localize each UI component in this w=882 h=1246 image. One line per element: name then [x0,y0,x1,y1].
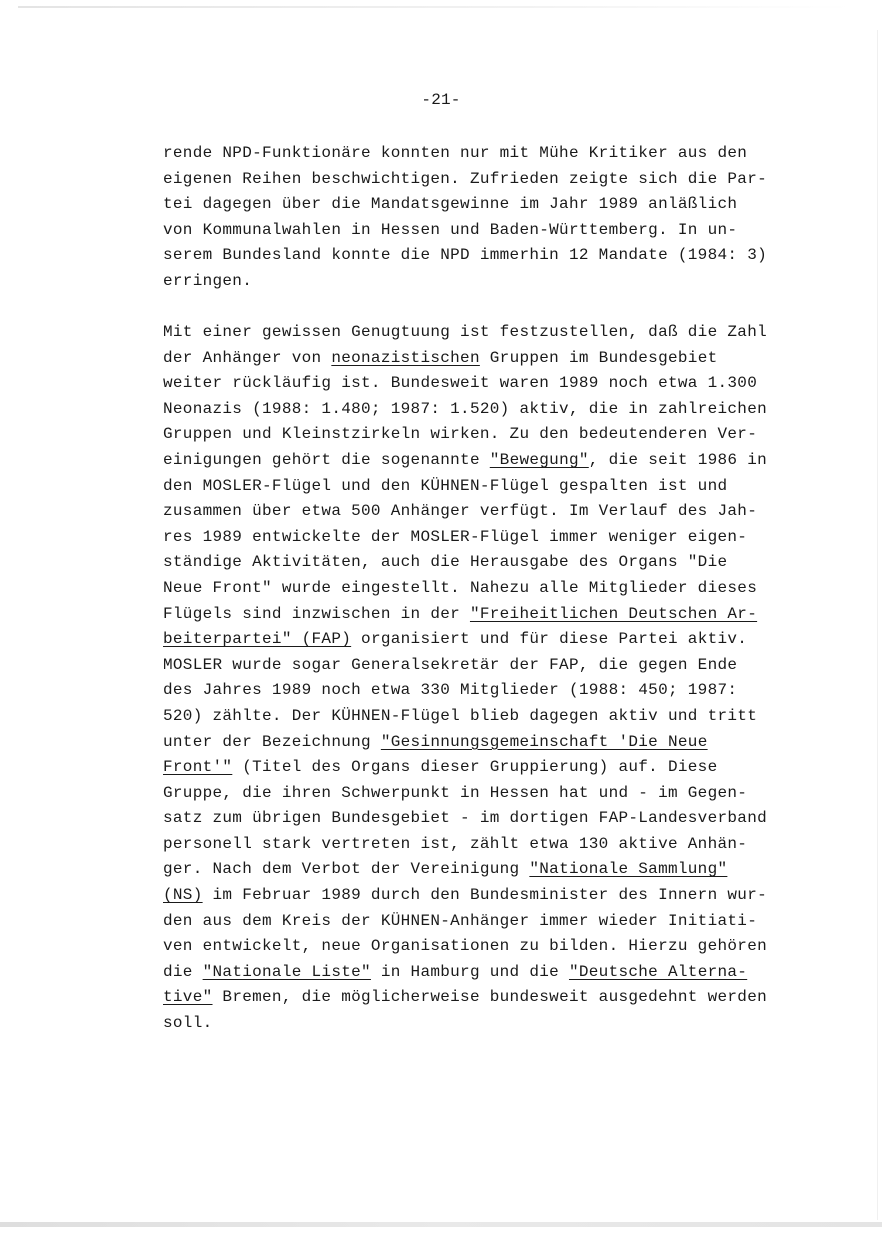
underlined-term: tive" [163,988,213,1007]
underlined-term: "Bewegung" [489,450,589,469]
text-line [163,832,823,858]
text-line [163,883,823,909]
text-run: der Anhänger von [163,348,332,367]
scan-edge-right [877,30,878,1220]
text-line [163,857,823,883]
text-run: Neonazis (1988: 1.480; 1987: 1.520) aktiv, die in zahlreichen [163,399,767,418]
text-run: erringen. [163,271,253,290]
text-run: tei dagegen über die Mandatsgewinne im Jahr 1989 anläßlich [163,195,738,214]
text-line [163,653,823,679]
text-run: die [163,962,203,981]
underlined-term: beiterpartei" (FAP) [163,630,352,649]
underlined-term: "Freiheitlichen Deutschen Ar- [469,604,758,623]
text-run: , die seit 1986 in [588,450,768,469]
text-line [163,1011,823,1037]
text-line [163,934,823,960]
text-line [163,678,823,704]
text-run: Gruppen im Bundesgebiet [479,348,718,367]
text-line [163,576,823,602]
text-line [163,371,823,397]
underlined-term: "Deutsche Alterna- [568,962,748,981]
underlined-term: "Gesinnungsgemeinschaft 'Die Neue [380,732,708,751]
text-line [163,448,823,474]
text-line [163,499,823,525]
text-line [163,602,823,628]
underlined-term: "Nationale Liste" [202,962,371,981]
text-line [163,985,823,1011]
text-line [163,730,823,756]
text-run: den MOSLER-Flügel und den KÜHNEN-Flügel gespalten ist und [163,476,728,495]
underlined-term: (NS) [163,886,203,905]
text-run: soll. [163,1014,213,1033]
text-run: in Hamburg und die [370,962,569,981]
text-line [163,704,823,730]
paragraph-neonazi-groups [163,320,823,1037]
text-line [163,269,823,295]
text-line [163,960,823,986]
text-run: ger. Nach dem Verbot der Vereinigung [163,860,530,879]
text-run: organisiert und für diese Partei aktiv. [351,630,748,649]
text-run: im Februar 1989 durch den Bundesminister des Innern wur- [202,886,767,905]
text-line [163,909,823,935]
text-line [163,243,823,269]
text-run: unter der Bezeichnung [163,732,381,751]
text-run: weiter rückläufig ist. Bundesweit waren 1989 noch etwa 1.300 [163,374,758,393]
text-run: von Kommunalwahlen in Hessen und Baden-Württemberg. In un- [163,220,738,239]
text-run: einigungen gehört die sogenannte [163,450,490,469]
text-run: Flügels sind inzwischen in der [163,604,470,623]
text-run: Gruppen und Kleinstzirkeln wirken. Zu den bedeutenderen Ver- [163,425,758,444]
scan-edge-top [18,6,852,8]
scan-edge-bottom [0,1222,882,1227]
text-run: Gruppe, die ihren Schwerpunkt in Hessen hat und - im Gegen- [163,783,748,802]
text-line [163,755,823,781]
text-run: Mit einer gewissen Genugtuung ist festzustellen, daß die Zahl [163,323,767,341]
text-run: Neue Front" wurde eingestellt. Nahezu alle Mitglieder dieses [163,578,758,597]
text-run: rende NPD-Funktionäre konnten nur mit Mühe Kritiker aus den [163,144,748,162]
text-line [163,474,823,500]
text-line [163,346,823,372]
text-run: des Jahres 1989 noch etwa 330 Mitglieder (1988: 450; 1987: [163,681,738,700]
text-run: serem Bundesland konnte die NPD immerhin 12 Mandate (1984: 3) [163,246,767,265]
page-number: -21- [421,91,461,109]
text-run: ven entwickelt, neue Organisationen zu bilden. Hierzu gehören [163,937,767,956]
text-run: MOSLER wurde sogar Generalsekretär der FAP, die gegen Ende [163,655,738,674]
text-line [163,218,823,244]
text-line [163,550,823,576]
text-run: den aus dem Kreis der KÜHNEN-Anhänger immer wieder Initiati- [163,911,758,930]
text-line [163,320,823,346]
underlined-term: Front'" [163,758,233,777]
text-line [163,397,823,423]
underlined-term: neonazistischen [331,348,480,367]
text-run: zusammen über etwa 500 Anhänger verfügt. Im Verlauf des Jah- [163,502,758,521]
text-line [163,806,823,832]
underlined-term: "Nationale Sammlung" [529,860,728,879]
text-line [163,422,823,448]
text-run: satz zum übrigen Bundesgebiet - im dortigen FAP-Landesverband [163,809,767,828]
text-line [163,781,823,807]
text-line [163,141,823,167]
text-run: Bremen, die möglicherweise bundesweit ausgedehnt werden [212,988,768,1007]
text-run: res 1989 entwickelte der MOSLER-Flügel immer weniger eigen- [163,527,748,546]
text-line [163,167,823,193]
text-line [163,627,823,653]
text-run: personell stark vertreten ist, zählt etwa 130 aktive Anhän- [163,834,748,853]
text-run: eigenen Reihen beschwichtigen. Zufrieden zeigte sich die Par- [163,169,767,188]
text-run: 520) zählte. Der KÜHNEN-Flügel blieb dagegen aktiv und tritt [163,706,758,725]
text-run: ständige Aktivitäten, auch die Herausgabe des Organs "Die [163,553,728,572]
text-line [163,192,823,218]
text-line [163,525,823,551]
text-run: (Titel des Organs dieser Gruppierung) auf. Diese [232,758,718,777]
paragraph-npd-mandates [163,141,823,295]
